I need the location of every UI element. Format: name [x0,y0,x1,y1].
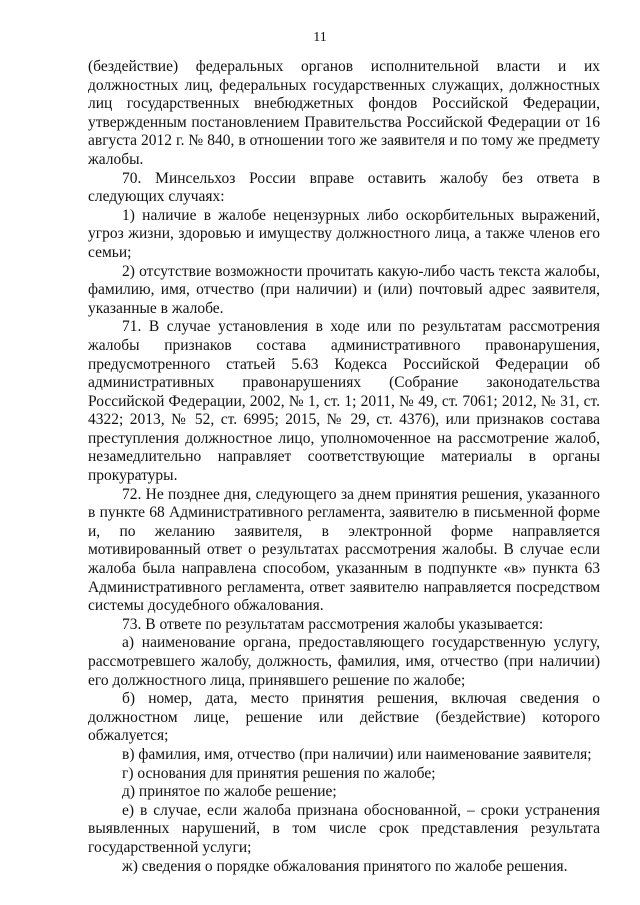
paragraph-73: 73. В ответе по результатам рассмотрения жалобы указывается: [122,615,544,633]
paragraph-73-item-d: д) принятое по жалобе решение; [122,783,337,801]
paragraph-70: 70. Минсельхоз России вправе оставить жалобу без ответа в следующих случаях: [88,169,600,206]
paragraph-73-item-b: б) номер, дата, место принятия решения, включая сведения о должностном лице, решение или действие (бездействие) которого обжалуется; [88,690,600,745]
paragraph-71: 71. В случае установления в ходе или по результатам рассмотрения жалобы признаков состава административного правонарушения, предусмотренного статьей 5.63 Кодекса Российской Федерации об административных правонарушениях (Собрание законодательства Российской Федерации, 2002, № 1, ст. 1; 2011, № 49, ст. 7061; 2012, № 31, ст. 4322; 2013, № 52, ст. 6995; 2015, № 29, ст. 4376), или признаков состава преступления должностное лицо, уполномоченное на рассмотрение жалоб, незамедлительно направляет соответствующие материалы в органы прокуратуры. [88,318,600,485]
paragraph-72: 72. Не позднее дня, следующего за днем принятия решения, указанного в пункте 68 Административного регламента, заявителю в письменной форме и, по желанию заявителя, в электронной форме направляется мотивированный ответ о результатах рассмотрения жалобы. В случае если жалоба была направлена способом, указанным в подпункте «в» пункта 63 Административного регламента, ответ заявителю направляется посредством системы досудебного обжалования. [88,485,600,615]
paragraph-73-item-zh: ж) сведения о порядке обжалования принятого по жалобе решения. [122,857,568,875]
paragraph-continuation: (бездействие) федеральных органов исполнительной власти и их должностных лиц, федеральных государственных служащих, должностных лиц государственных внебюджетных фондов Российской Федерации, утвержденным постановлением Правительства Российской Федерации от 16 августа 2012 г. № 840, в отношении того же заявителя и по тому же предмету жалобы. [88,58,600,168]
paragraph-73-item-g: г) основания для принятия решения по жалобе; [122,764,436,782]
paragraph-73-item-a: а) наименование органа, предоставляющего государственную услугу, рассмотревшего жалобу, должность, фамилия, имя, отчество (при наличии) его должностного лица, принявшего решение по жалобе; [88,634,600,689]
document-body [88,58,600,876]
page-number: 11 [313,30,327,45]
paragraph-73-item-e: е) в случае, если жалоба признана обоснованной, – сроки устранения выявленных нарушений, в том числе срок представления результата государственной услуги; [88,801,600,856]
paragraph-70-item-1: 1) наличие в жалобе нецензурных либо оскорбительных выражений, угроз жизни, здоровью и имуществу должностного лица, а также членов его семьи; [88,206,600,261]
paragraph-73-item-v: в) фамилия, имя, отчество (при наличии) или наименование заявителя; [122,745,592,763]
paragraph-70-item-2: 2) отсутствие возможности прочитать какую-либо часть текста жалобы, фамилию, имя, отчество (при наличии) и (или) почтовый адрес заявителя, указанные в жалобе. [88,262,600,317]
